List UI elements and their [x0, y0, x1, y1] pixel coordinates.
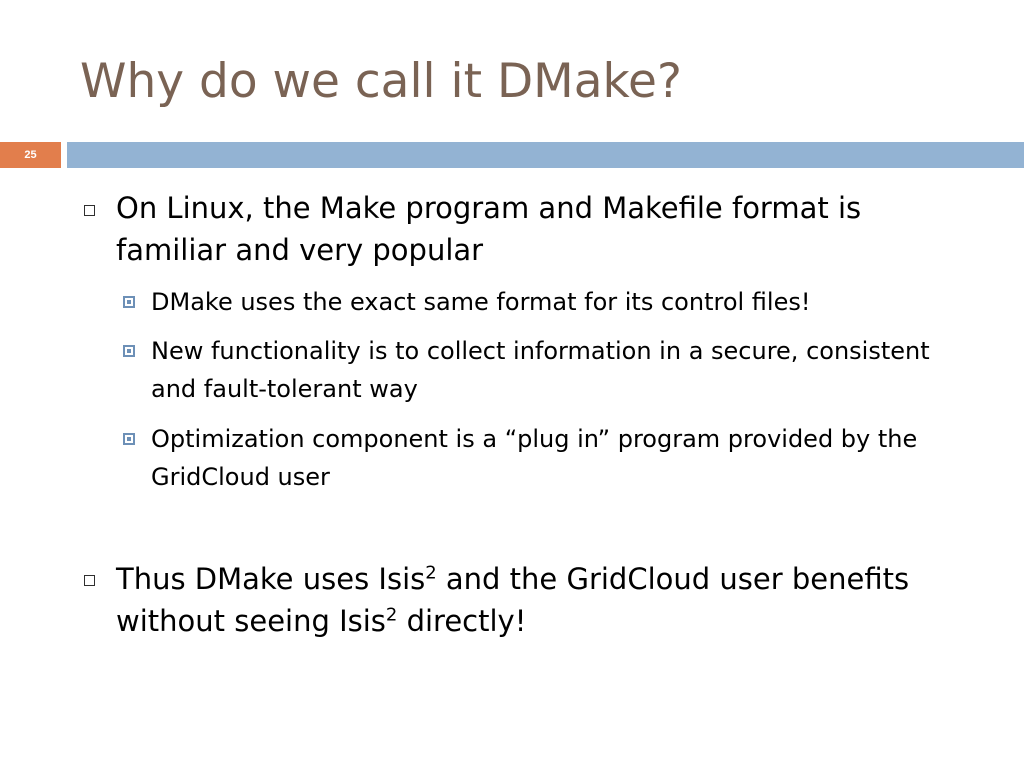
bullet-text-segment: directly! [397, 604, 527, 638]
square-sub-bullet-icon [123, 296, 135, 308]
hollow-square-bullet-icon [84, 575, 95, 586]
bullet-item: On Linux, the Make program and Makefile format is familiar and very popular [116, 191, 862, 267]
sub-bullet-item: New functionality is to collect information in a secure, consistent and fault-tolerant way [151, 337, 930, 403]
bullet-text-segment: Thus DMake uses Isis [116, 562, 426, 596]
sub-bullet-item: Optimization component is a “plug in” program provided by the GridCloud user [151, 425, 918, 491]
hollow-square-bullet-icon [84, 205, 95, 216]
bullet-text-segment: and the GridCloud user benefits without seeing Isis [116, 562, 910, 638]
slide-title: Why do we call it DMake? [80, 54, 682, 109]
superscript-footnote: 2 [385, 604, 398, 626]
superscript-footnote: 2 [425, 562, 437, 584]
slide-number: 25 [24, 149, 37, 161]
square-sub-bullet-icon [123, 433, 135, 445]
bullet-item [116, 558, 966, 642]
square-sub-bullet-icon [123, 345, 135, 357]
sub-bullet-item: DMake uses the exact same format for its control files! [151, 288, 811, 316]
